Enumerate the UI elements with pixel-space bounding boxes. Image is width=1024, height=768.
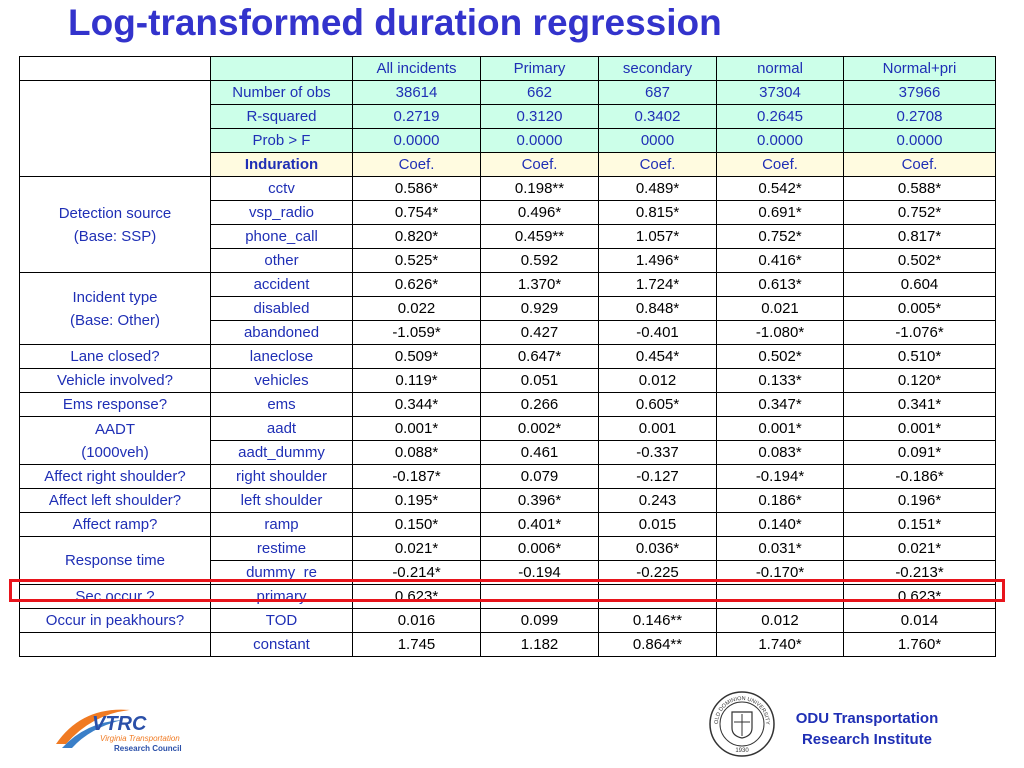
group-label-line: (1000veh) xyxy=(81,443,149,461)
coef-value: 0.005* xyxy=(844,297,996,321)
group-label-line: Vehicle involved? xyxy=(57,372,173,389)
group-label-cell xyxy=(20,345,211,369)
coef-value: -0.187* xyxy=(353,465,481,489)
group-label-cell xyxy=(20,609,211,633)
coef-value: -0.213* xyxy=(844,561,996,585)
group-label-line: (Base: SSP) xyxy=(73,227,157,245)
coef-value: 0.396* xyxy=(481,489,599,513)
coef-value: 0.613* xyxy=(717,273,844,297)
coef-value: -1.076* xyxy=(844,321,996,345)
coef-value: 0.151* xyxy=(844,513,996,537)
coef-value: 0.001* xyxy=(353,417,481,441)
group-label-line: Affect left shoulder? xyxy=(48,492,182,509)
coef-value: 0.091* xyxy=(844,441,996,465)
coef-value: 0.243 xyxy=(599,489,717,513)
odu-seal xyxy=(708,690,776,758)
coef-value: 0.036* xyxy=(599,537,717,561)
summary-value: 37966 xyxy=(844,81,996,105)
summary-value: 0.2719 xyxy=(353,105,481,129)
summary-value: 0.2645 xyxy=(717,105,844,129)
coef-value: 0.623* xyxy=(844,585,996,609)
coef-value: 1.057* xyxy=(599,225,717,249)
institute-line2: Research Institute xyxy=(801,731,933,748)
vtrc-logo xyxy=(52,700,202,756)
coef-value: 0.588* xyxy=(844,177,996,201)
variable-name: disabled xyxy=(211,297,353,321)
group-label-line: AADT xyxy=(94,420,135,438)
page-title: Log-transformed duration regression xyxy=(68,2,722,43)
coef-header: Coef. xyxy=(844,153,996,177)
coef-value: 0.001* xyxy=(844,417,996,441)
group-label-line: Affect ramp? xyxy=(72,516,158,533)
coef-value: -0.186* xyxy=(844,465,996,489)
group-label-line: Incident type xyxy=(72,288,158,306)
summary-value: 0.3120 xyxy=(481,105,599,129)
table-row xyxy=(20,609,996,633)
summary-row xyxy=(20,81,996,105)
coef-value: 0.015 xyxy=(599,513,717,537)
coef-value: 0.083* xyxy=(717,441,844,465)
group-label-line: Ems response? xyxy=(62,396,168,413)
coef-value: 0.509* xyxy=(353,345,481,369)
coef-value: -0.194* xyxy=(717,465,844,489)
variable-name: constant xyxy=(211,633,353,657)
summary-group-cell xyxy=(20,81,211,177)
summary-value: 0.2708 xyxy=(844,105,996,129)
group-label-cell xyxy=(20,369,211,393)
coef-value: 0.344* xyxy=(353,393,481,417)
coef-value: 0.401* xyxy=(481,513,599,537)
institute-line1: ODU Transportation xyxy=(795,710,939,727)
coef-value: 0.079 xyxy=(481,465,599,489)
coef-value: 0.150* xyxy=(353,513,481,537)
coef-value: 0.140* xyxy=(717,513,844,537)
table-row xyxy=(20,513,996,537)
coef-value: 0.525* xyxy=(353,249,481,273)
column-header: normal xyxy=(717,57,844,81)
coef-value: 0.848* xyxy=(599,297,717,321)
logo-line2-text: Virginia Transportation xyxy=(100,734,180,743)
summary-value: 662 xyxy=(481,81,599,105)
coef-value: 0.542* xyxy=(717,177,844,201)
group-label-cell xyxy=(20,633,211,657)
coef-value: -1.059* xyxy=(353,321,481,345)
variable-name: left shoulder xyxy=(211,489,353,513)
coef-value: 0.016 xyxy=(353,609,481,633)
coef-value: -0.225 xyxy=(599,561,717,585)
coef-value: 0.001* xyxy=(717,417,844,441)
coef-value: 0.347* xyxy=(717,393,844,417)
group-label-cell xyxy=(20,393,211,417)
table-row xyxy=(20,345,996,369)
table-row xyxy=(20,177,996,201)
coef-value: 0.427 xyxy=(481,321,599,345)
coef-value: 0.626* xyxy=(353,273,481,297)
coef-value: 0.623* xyxy=(353,585,481,609)
coef-value: 0.014 xyxy=(844,609,996,633)
group-label-line: (Base: Other) xyxy=(69,311,161,329)
group-label-line: Sec occur ? xyxy=(75,588,155,605)
group-label-cell xyxy=(20,513,211,537)
coef-value: 1.724* xyxy=(599,273,717,297)
coef-value: 0.416* xyxy=(717,249,844,273)
logo-line3-text: Research Council xyxy=(114,744,182,753)
coef-value: 0.012 xyxy=(599,369,717,393)
table-row xyxy=(20,489,996,513)
coef-value xyxy=(717,585,844,609)
coef-value: 1.740* xyxy=(717,633,844,657)
variable-name: phone_call xyxy=(211,225,353,249)
coef-value: 0.605* xyxy=(599,393,717,417)
group-label-cell xyxy=(20,465,211,489)
coef-value: 0.195* xyxy=(353,489,481,513)
table-row xyxy=(20,537,996,561)
coef-value: 0.752* xyxy=(844,201,996,225)
table-row xyxy=(20,393,996,417)
coef-value: 0.864** xyxy=(599,633,717,657)
coef-value: 0.502* xyxy=(717,345,844,369)
coef-value: 1.182 xyxy=(481,633,599,657)
group-label-cell xyxy=(20,585,211,609)
summary-label: R-squared xyxy=(211,105,353,129)
summary-value: 687 xyxy=(599,81,717,105)
coef-value: 0.099 xyxy=(481,609,599,633)
coef-value: 0.586* xyxy=(353,177,481,201)
group-label-line: Detection source xyxy=(58,204,172,222)
coef-value: 1.496* xyxy=(599,249,717,273)
column-header: All incidents xyxy=(353,57,481,81)
summary-value: 0.0000 xyxy=(353,129,481,153)
coef-value: 0.266 xyxy=(481,393,599,417)
column-header: Normal+pri xyxy=(844,57,996,81)
variable-name: abandoned xyxy=(211,321,353,345)
coef-value: 0.146** xyxy=(599,609,717,633)
variable-name: vsp_radio xyxy=(211,201,353,225)
table-row xyxy=(20,585,996,609)
coef-header: Coef. xyxy=(717,153,844,177)
coef-value: -0.401 xyxy=(599,321,717,345)
coef-value: 0.031* xyxy=(717,537,844,561)
variable-name: restime xyxy=(211,537,353,561)
coef-value: 0.021 xyxy=(717,297,844,321)
variable-name: TOD xyxy=(211,609,353,633)
coef-value: 0.006* xyxy=(481,537,599,561)
summary-value: 0000 xyxy=(599,129,717,153)
coef-value: 0.021* xyxy=(844,537,996,561)
coef-value: 0.754* xyxy=(353,201,481,225)
coef-value: 0.815* xyxy=(599,201,717,225)
group-label-line: Lane closed? xyxy=(70,348,160,365)
variable-name: aadt_dummy xyxy=(211,441,353,465)
variable-name: aadt xyxy=(211,417,353,441)
table-row xyxy=(20,369,996,393)
coef-header: Coef. xyxy=(481,153,599,177)
corner-cell xyxy=(20,57,211,81)
coef-value: -0.194 xyxy=(481,561,599,585)
group-label-line: Response time xyxy=(64,552,166,569)
coef-label: Induration xyxy=(211,153,353,177)
coef-value: -1.080* xyxy=(717,321,844,345)
coef-value: 0.012 xyxy=(717,609,844,633)
coef-value: 0.022 xyxy=(353,297,481,321)
coef-value: 0.088* xyxy=(353,441,481,465)
coef-value: 0.820* xyxy=(353,225,481,249)
coef-value: 1.745 xyxy=(353,633,481,657)
coef-value: 0.502* xyxy=(844,249,996,273)
coef-value: 0.186* xyxy=(717,489,844,513)
summary-label: Number of obs xyxy=(211,81,353,105)
coef-value xyxy=(481,585,599,609)
table-row xyxy=(20,633,996,657)
group-label-cell xyxy=(20,177,211,273)
regression-table xyxy=(19,56,996,657)
coef-value: 0.119* xyxy=(353,369,481,393)
coef-value: 0.817* xyxy=(844,225,996,249)
header-blank-cell xyxy=(211,57,353,81)
header-row xyxy=(20,57,996,81)
coef-value: 0.120* xyxy=(844,369,996,393)
coef-value: 0.496* xyxy=(481,201,599,225)
coef-value: 0.001 xyxy=(599,417,717,441)
variable-name: other xyxy=(211,249,353,273)
group-label-cell xyxy=(20,417,211,465)
coef-header: Coef. xyxy=(599,153,717,177)
table-row xyxy=(20,465,996,489)
coef-value: -0.337 xyxy=(599,441,717,465)
coef-header: Coef. xyxy=(353,153,481,177)
summary-value: 37304 xyxy=(717,81,844,105)
coef-value: -0.170* xyxy=(717,561,844,585)
summary-value: 0.3402 xyxy=(599,105,717,129)
summary-label: Prob > F xyxy=(211,129,353,153)
coef-value: 0.198** xyxy=(481,177,599,201)
variable-name: dummy_re xyxy=(211,561,353,585)
logo-vtrc-text: VTRC xyxy=(92,713,147,735)
group-label-cell xyxy=(20,537,211,585)
coef-value: 0.454* xyxy=(599,345,717,369)
variable-name: laneclose xyxy=(211,345,353,369)
coef-value: 0.752* xyxy=(717,225,844,249)
group-label-cell xyxy=(20,273,211,345)
seal-text: OLD DOMINION UNIVERSITY xyxy=(713,695,771,725)
variable-name: accident xyxy=(211,273,353,297)
summary-value: 38614 xyxy=(353,81,481,105)
coef-value: 0.461 xyxy=(481,441,599,465)
group-label-line: Affect right shoulder? xyxy=(44,468,186,485)
coef-value: 0.592 xyxy=(481,249,599,273)
seal-year: 1930 xyxy=(735,748,749,754)
table-row xyxy=(20,417,996,441)
coef-value: 0.604 xyxy=(844,273,996,297)
coef-value: 0.133* xyxy=(717,369,844,393)
variable-name: right shoulder xyxy=(211,465,353,489)
summary-value: 0.0000 xyxy=(481,129,599,153)
group-label-cell xyxy=(20,489,211,513)
institute-name xyxy=(782,708,952,750)
variable-name: primary xyxy=(211,585,353,609)
coef-value: 0.459** xyxy=(481,225,599,249)
coef-value: 0.196* xyxy=(844,489,996,513)
coef-value: 0.510* xyxy=(844,345,996,369)
variable-name: vehicles xyxy=(211,369,353,393)
coef-value: 1.760* xyxy=(844,633,996,657)
coef-value: 0.691* xyxy=(717,201,844,225)
coef-value: -0.127 xyxy=(599,465,717,489)
column-header: Primary xyxy=(481,57,599,81)
variable-name: ramp xyxy=(211,513,353,537)
coef-value: 0.647* xyxy=(481,345,599,369)
variable-name: ems xyxy=(211,393,353,417)
summary-value: 0.0000 xyxy=(717,129,844,153)
coef-value: 0.489* xyxy=(599,177,717,201)
coef-value: -0.214* xyxy=(353,561,481,585)
group-label-line: Occur in peakhours? xyxy=(45,612,185,629)
coef-value: 0.929 xyxy=(481,297,599,321)
summary-value: 0.0000 xyxy=(844,129,996,153)
variable-name: cctv xyxy=(211,177,353,201)
coef-value: 0.051 xyxy=(481,369,599,393)
column-header: secondary xyxy=(599,57,717,81)
coef-value: 0.002* xyxy=(481,417,599,441)
coef-value: 0.341* xyxy=(844,393,996,417)
coef-value: 0.021* xyxy=(353,537,481,561)
coef-value: 1.370* xyxy=(481,273,599,297)
table-row xyxy=(20,273,996,297)
coef-value xyxy=(599,585,717,609)
